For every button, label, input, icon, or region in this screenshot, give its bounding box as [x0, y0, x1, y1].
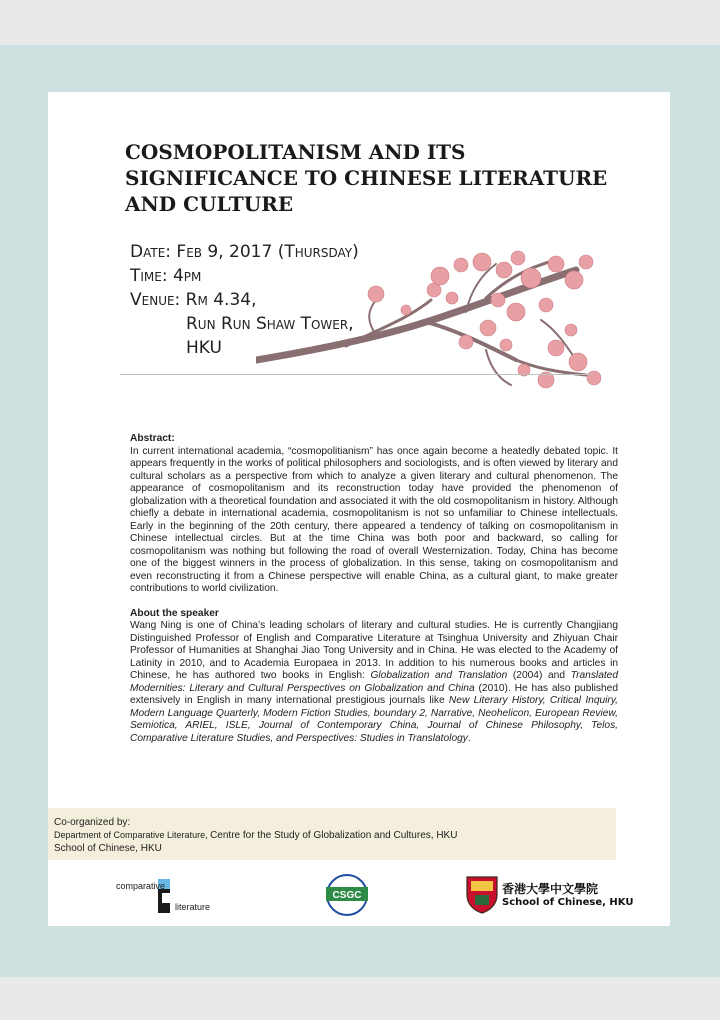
speaker-bio — [130, 620, 618, 745]
hku-logo-chinese: 香港大學中文學院 — [502, 882, 599, 896]
speaker-bio-part-1: Wang Ning is one of China’s leading scholars of literary and cultural studies. He is currently Changjiang Distinguished Professor of English and Comparative Literature at Tsinghua University and Zhiyuan Chair Professor of Humanities at Shanghai Jiao Tong University and in China. He was elected to the Academy of Latinity in 2010, and to Academia Europaea in 2013. In addition to his numerous books and articles in Chinese, he has authored two books in English: — [130, 620, 618, 681]
cl-logo-text-bottom: literature — [175, 902, 211, 912]
book-title-2: Translated Modernities: Literary and Cultural Perspectives on Globalization and China — [130, 670, 619, 694]
csgc-logo — [322, 873, 372, 917]
hku-crest-icon — [463, 873, 503, 915]
speaker-bio-part-3: (2010). He has also published extensively in English in many international prestigious journals like — [130, 682, 618, 706]
coorganizer-centre: Centre for the Study of Globalization and Cultures, HKU — [210, 830, 458, 841]
hku-logo-english: School of Chinese, HKU — [502, 897, 634, 908]
journal-list: New Literary History, Critical Inquiry, Modern Language Quarterly, Modern Fiction Studies, boundary 2, Narrative, Neohelicon, European Review, Semiotica, ARIEL, ISLE, Journal of Contemporary China, Journal of Chinese Philosophy, Telos, Comparative Literature Studies, and Perspectives: Studies in Translatology — [130, 695, 618, 744]
cl-logo-text-top: comparative — [116, 881, 166, 891]
coorganizer-department: Department of Comparative Literature, — [54, 830, 211, 840]
event-time: Time: 4pm — [130, 266, 202, 286]
event-venue-building: Run Run Shaw Tower, — [186, 314, 354, 334]
event-venue-institution: HKU — [186, 338, 222, 358]
event-date: Date: Feb 9, 2017 (Thursday) — [130, 242, 359, 262]
csgc-logo-text: CSGC — [332, 890, 362, 901]
coorganizer-school: School of Chinese, HKU — [54, 843, 162, 854]
speaker-heading: About the speaker — [130, 607, 219, 619]
coorganizers-label: Co-organized by: — [54, 817, 131, 828]
coorganizers-line-2 — [54, 829, 457, 842]
main-text — [130, 433, 618, 757]
hku-logo-text — [502, 882, 633, 909]
event-title — [125, 139, 645, 217]
title-line-1: COSMOPOLITANISM AND ITS — [125, 140, 466, 164]
title-line-3: AND CULTURE — [125, 192, 294, 216]
abstract-heading: Abstract: — [130, 433, 175, 444]
event-details — [130, 240, 359, 360]
title-line-2: SIGNIFICANCE TO CHINESE LITERATURE — [125, 166, 608, 190]
abstract-text: In current international academia, “cosmopolitianism” has once again become a heatedly debated topic. It appears frequently in the works of political philosophers and sociologists, and is often viewed by literary and cultural scholars as a perspective from which to analyze a given literary and cultural phenomenon. The appearance of cosmopolitanism and its reconstruction today have provided the phenomenon of globalization with a theoretical foundation and associated it with the old cosmopolitanism in history. Although chiefly a debate in international academia, cosmopolitanism is not so unfamiliar to Chinese intellectuals. Early in the beginning of the 20th century, there appeared a tendency of talking on cosmopolitanism in Chinese intellectual circles. But at the time China was both poor and backward, so calling for cosmopolitanism was nothing but following the road of overall Westernization. Today, China has become one of the biggest winners in the process of globalization. In this sense, taking on cosmopolitanism and even reconstructing it from a Chinese perspective will enable China, as a cultural giant, to make greater contributions to world civilization. — [130, 445, 618, 594]
book-title-1: Globalization and Translation — [370, 670, 508, 681]
event-venue: Venue: Rm 4.34, — [130, 290, 257, 310]
divider-line — [120, 374, 592, 375]
speaker-bio-end: . — [467, 732, 471, 744]
coorganizers — [54, 816, 457, 855]
speaker-bio-part-2: (2004) and — [507, 670, 571, 681]
